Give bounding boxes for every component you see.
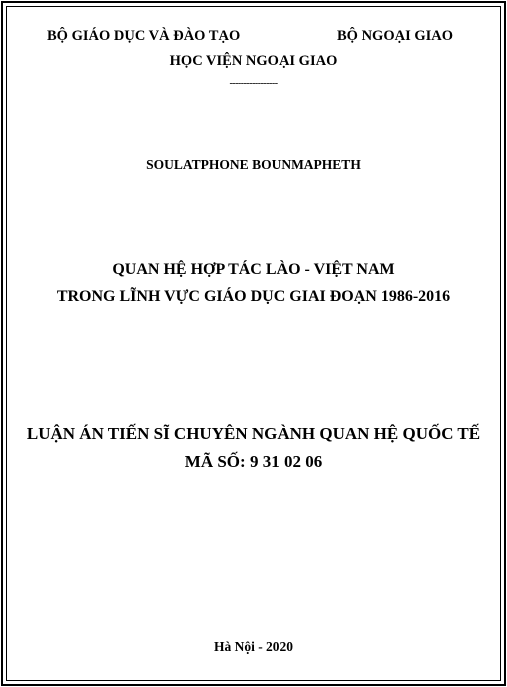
ministry-education-label: BỘ GIÁO DỤC VÀ ĐÀO TẠO: [47, 28, 241, 44]
page-border-inner: [6, 6, 501, 681]
specialization-code: MÃ SỐ: 9 31 02 06: [184, 452, 323, 471]
header-divider: -----------------: [229, 78, 278, 89]
degree-description: LUẬN ÁN TIẾN SĨ CHUYÊN NGÀNH QUAN HỆ QUỐC TẾ: [26, 424, 481, 443]
academy-name: HỌC VIỆN NGOẠI GIAO: [169, 53, 338, 69]
thesis-title-line-1: QUAN HỆ HỢP TÁC LÀO - VIỆT NAM: [112, 261, 395, 278]
place-and-year: Hà Nội - 2020: [213, 639, 294, 654]
author-name: SOULATPHONE BOUNMAPHETH: [146, 157, 361, 172]
thesis-title-line-2: TRONG LĨNH VỰC GIÁO DỤC GIAI ĐOẠN 1986-2016: [56, 288, 451, 305]
ministry-foreign-affairs-label: BỘ NGOẠI GIAO: [337, 28, 454, 44]
